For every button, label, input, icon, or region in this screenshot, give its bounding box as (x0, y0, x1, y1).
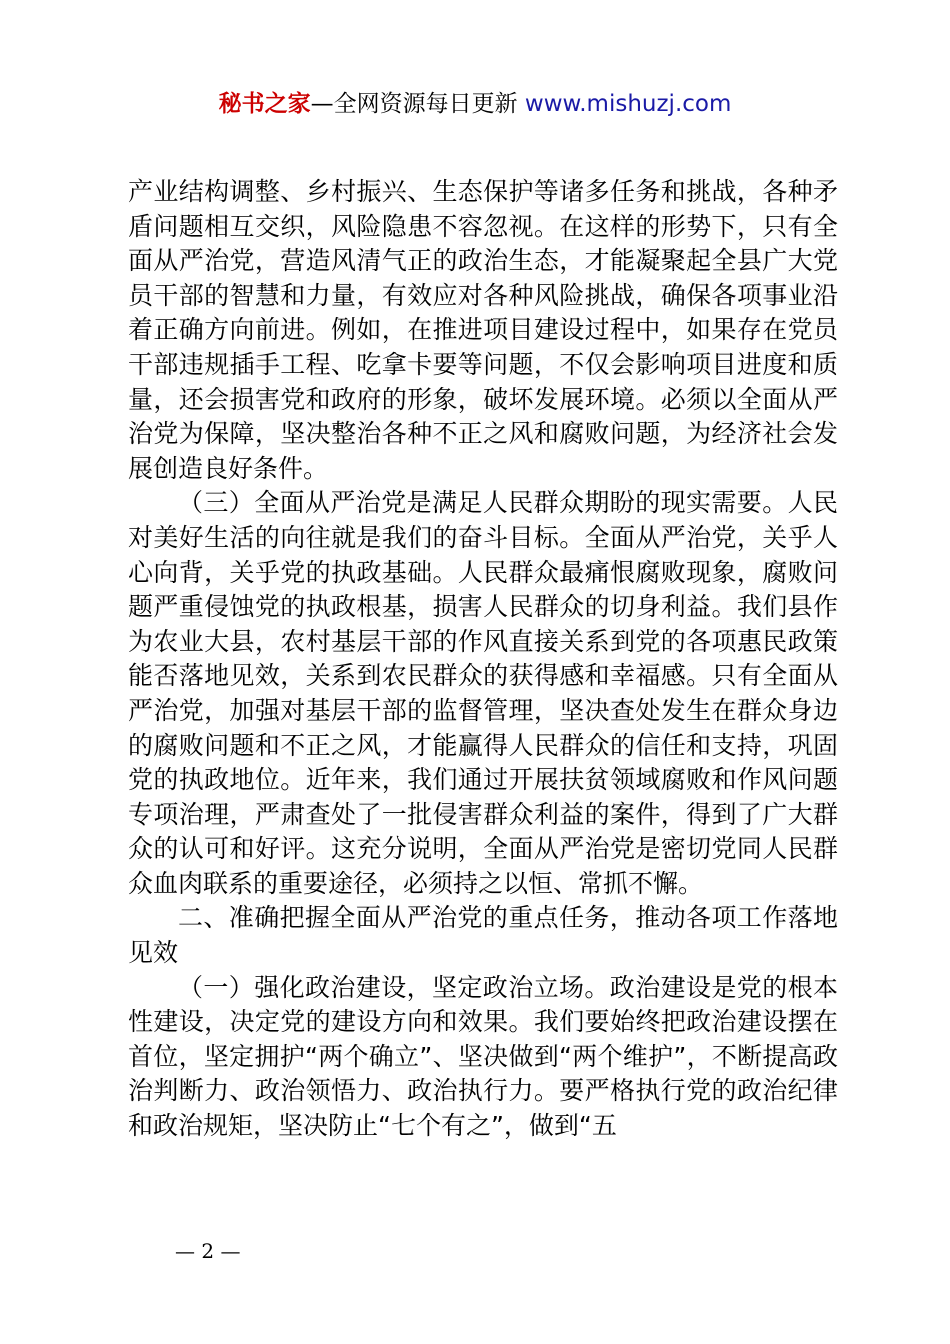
paragraph-continuation: 产业结构调整、乡村振兴、生态保护等诸多任务和挑战，各种矛盾问题相互交织，风险隐患不容忽视。在这样的形势下，只有全面从严治党，营造风清气正的政治生态，才能凝聚起全县广大党员干部的智慧和力量，有效应对各种风险挑战，确保各项事业沿着正确方向前进。例如，在推进项目建设过程中，如果存在党员干部违规插手工程、吃拿卡要等问题，不仅会影响项目进度和质量，还会损害党和政府的形象，破坏发展环境。必须以全面从严治党为保障，坚决整治各种不正之风和腐败问题，为经济社会发展创造良好条件。 (128, 177, 838, 483)
site-url[interactable]: www.mishuzj.com (524, 91, 732, 117)
site-brand: 秘书之家 (218, 91, 311, 117)
paragraph-subsection-1: （一）强化政治建设，坚定政治立场。政治建设是党的根本性建设，决定党的建设方向和效果。我们要始终把政治建设摆在首位，坚定拥护“两个确立”、坚决做到“两个维护”，不断提高政治判断力、政治领悟力、政治执行力。要严格执行党的政治纪律和政治规矩，坚决防止“七个有之”，做到“五 (128, 972, 838, 1141)
site-tagline: —全网资源每日更新 (310, 91, 525, 117)
page-header (0, 86, 950, 122)
document-body (128, 175, 838, 1144)
section-heading-2: 二、准确把握全面从严治党的重点任务，推动各项工作落地见效 (128, 903, 838, 968)
page-number: — 2 — (175, 1239, 241, 1263)
paragraph-section-3: （三）全面从严治党是满足人民群众期盼的现实需要。人民对美好生活的向往就是我们的奋斗目标。全面从严治党，关乎人心向背，关乎党的执政基础。人民群众最痛恨腐败现象，腐败问题严重侵蚀党的执政根基，损害人民群众的切身利益。我们县作为农业大县，农村基层干部的作风直接关系到党的各项惠民政策能否落地见效，关系到农民群众的获得感和幸福感。只有全面从严治党，加强对基层干部的监督管理，坚决查处发生在群众身边的腐败问题和不正之风，才能赢得人民群众的信任和支持，巩固党的执政地位。近年来，我们通过开展扶贫领域腐败和作风问题专项治理，严肃查处了一批侵害群众利益的案件，得到了广大群众的认可和好评。这充分说明，全面从严治党是密切党同人民群众血肉联系的重要途径，必须持之以恒、常抓不懈。 (128, 488, 838, 898)
